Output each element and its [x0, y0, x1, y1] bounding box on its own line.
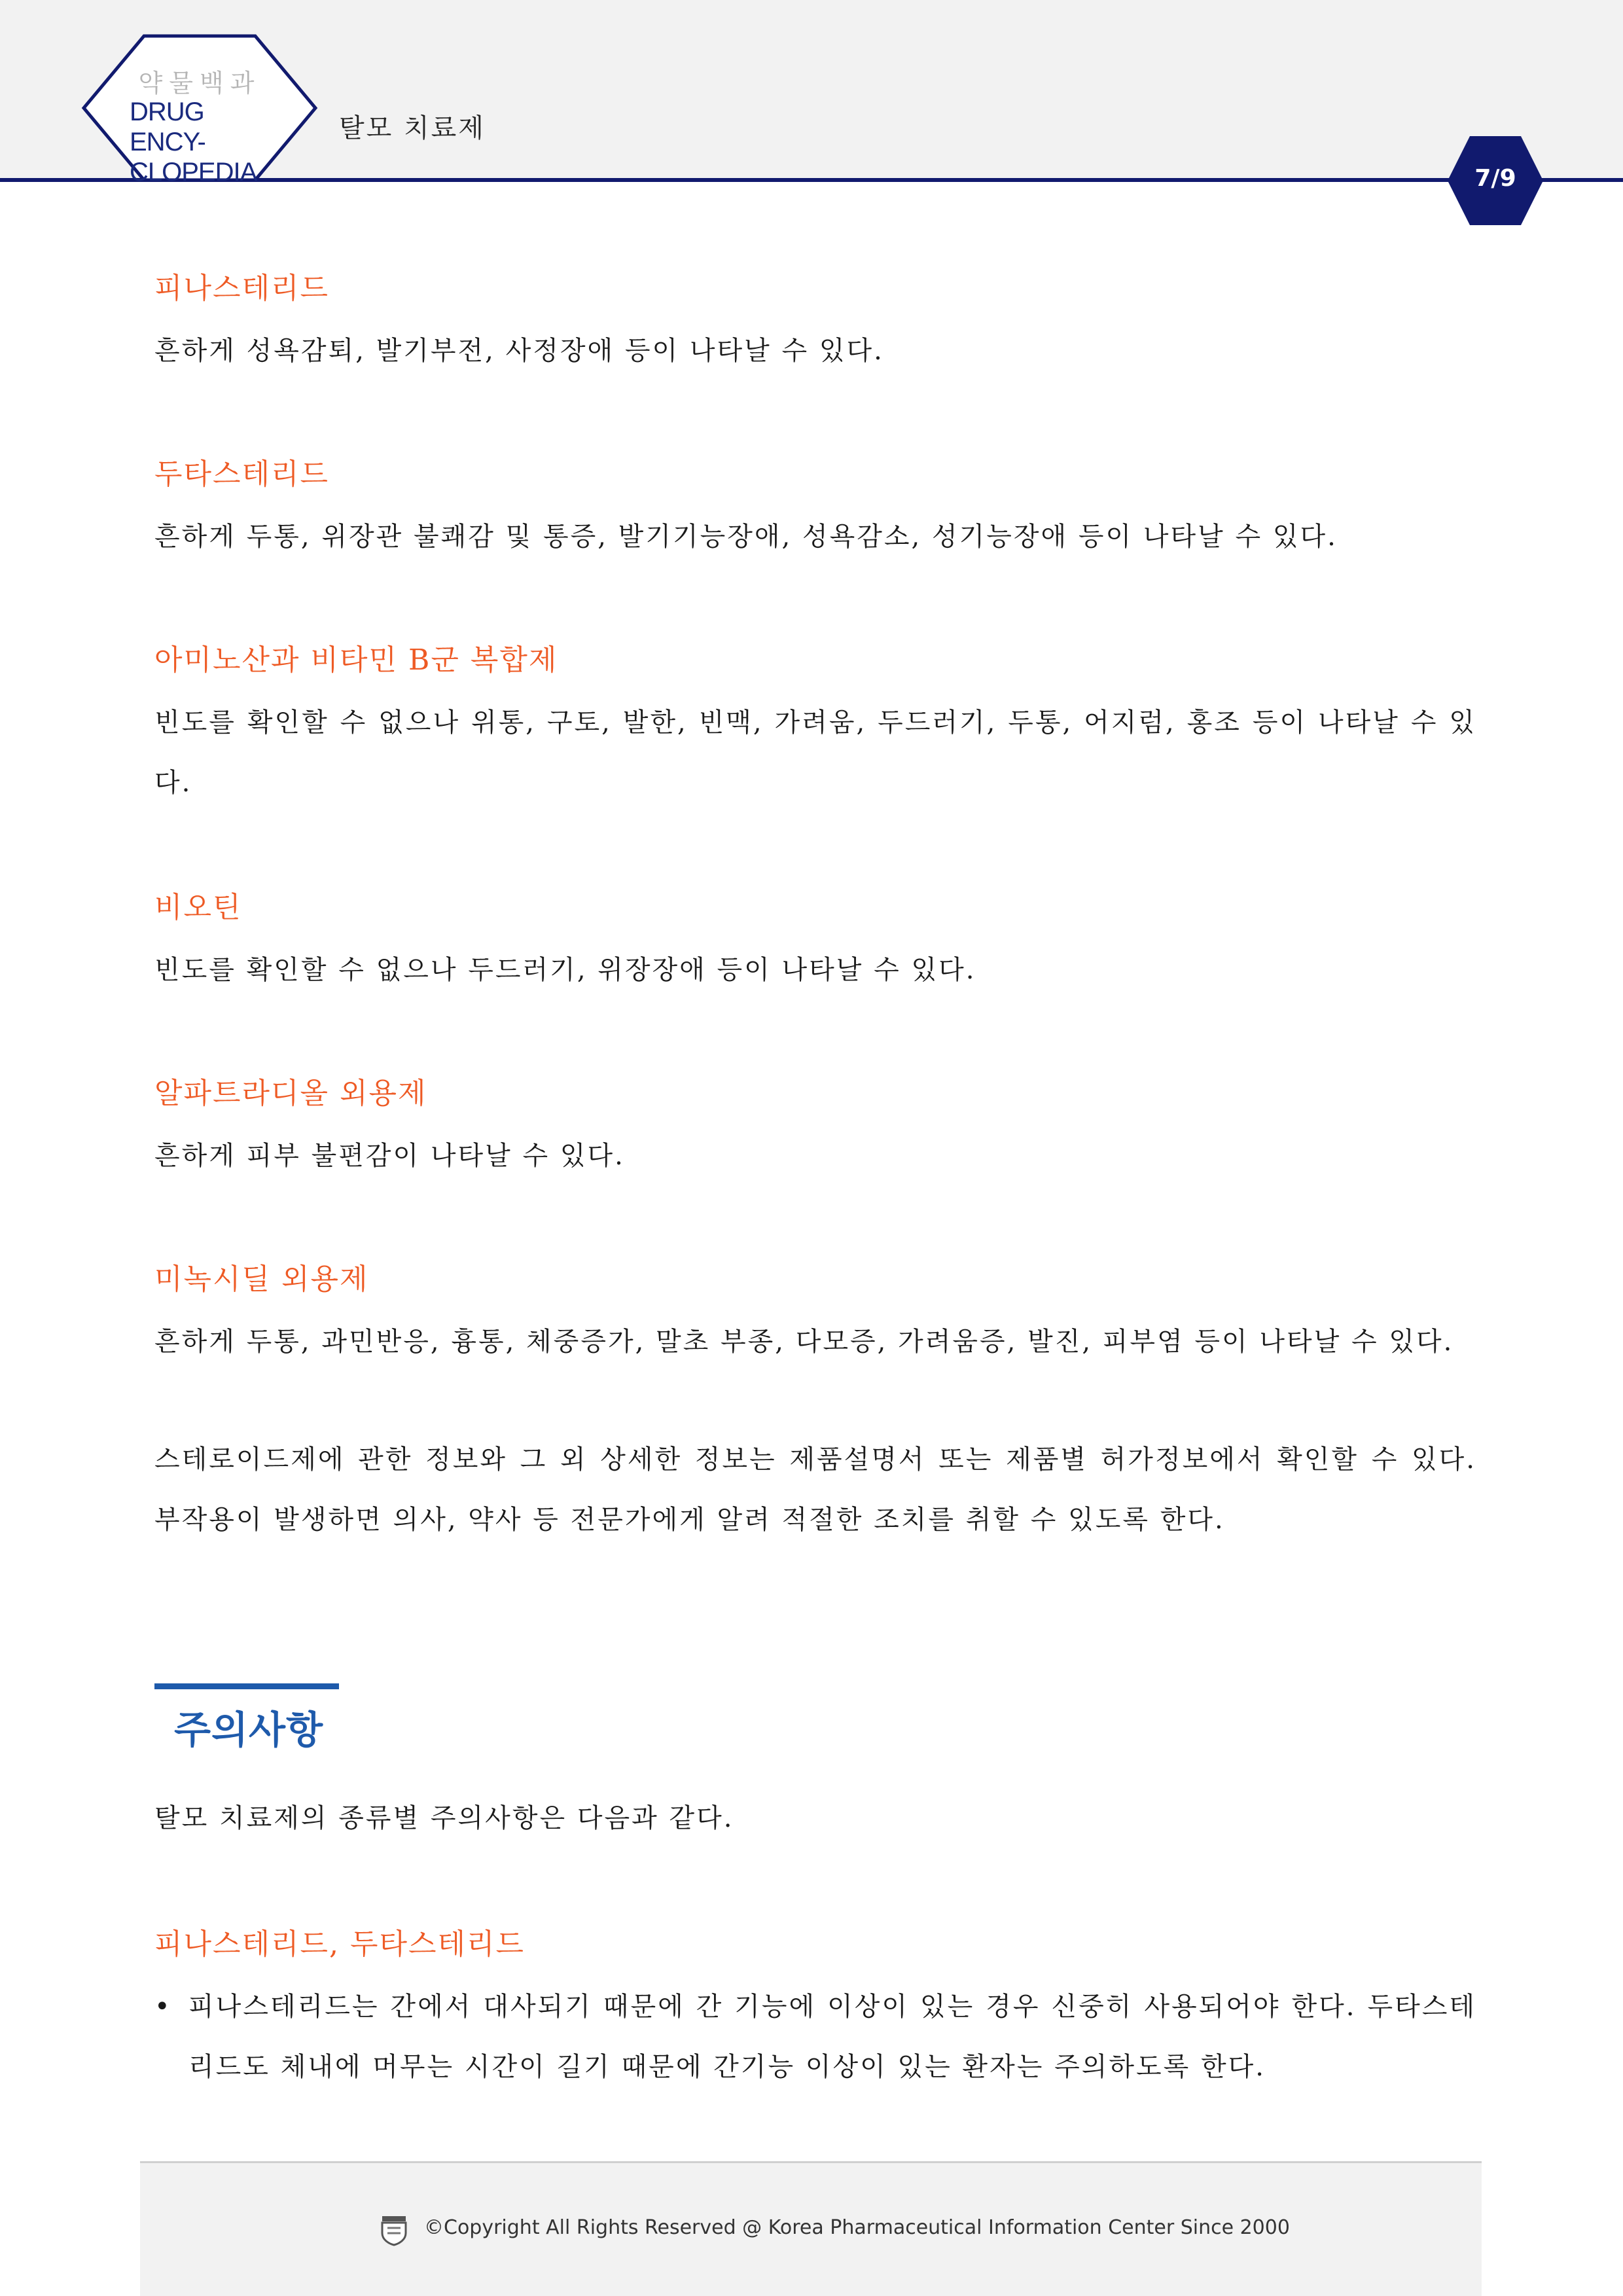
shield-logo-icon: [380, 2215, 408, 2246]
item-text: 흔하게 성욕감퇴, 발기부전, 사정장애 등이 나타날 수 있다.: [154, 336, 884, 366]
closing-paragraph: [154, 1429, 1476, 1550]
page-number: 7/9: [1474, 165, 1516, 192]
item-dutasteride: [154, 450, 1476, 567]
item-title: 두타스테리드: [154, 457, 330, 491]
closing-paragraph-text: 스테로이드제에 관한 정보와 그 외 상세한 정보는 제품설명서 또는 제품별 허가정보에서 확인할 수 있다. 부작용이 발생하면 의사, 약사 등 전문가에게 알려 적절한 조치를 취할 수 있도록 한다.: [154, 1444, 1476, 1535]
item-biotin: [154, 884, 1476, 1000]
item-title: 비오틴: [154, 891, 242, 924]
precautions-intro: [154, 1788, 1476, 1848]
item-title: 피나스테리드: [154, 272, 330, 305]
logo-english-line1: DRUG ENCY-: [130, 98, 205, 156]
item-text: 흔하게 피부 불편감이 나타날 수 있다.: [154, 1141, 625, 1171]
item-title: 미녹시딜 외용제: [154, 1263, 369, 1296]
logo-english-text: [130, 97, 280, 187]
precautions-intro-text: 탈모 치료제의 종류별 주의사항은 다음과 같다.: [154, 1803, 734, 1833]
bullet-dot: •: [154, 1992, 170, 2022]
item-title: 알파트라디올 외용제: [154, 1077, 427, 1110]
bullet-item: [154, 1977, 1476, 2097]
section-heading: 주의사항: [174, 1708, 324, 1752]
item-minoxidil: [154, 1255, 1476, 1372]
item-title: 피나스테리드, 두타스테리드: [154, 1928, 526, 1961]
footer-copyright: ©Copyright All Rights Reserved @ Korea Pharmaceutical Information Center Since 2000: [424, 2216, 1290, 2239]
item-text: 흔하게 두통, 위장관 불쾌감 및 통증, 발기기능장애, 성욕감소, 성기능장애 등이 나타날 수 있다.: [154, 522, 1338, 552]
item-alfatradiol: [154, 1069, 1476, 1186]
section-heading-bar: [154, 1683, 339, 1689]
item-finasteride: [154, 264, 1476, 381]
brand-logo: [79, 34, 321, 187]
bullet-text: 피나스테리드는 간에서 대사되기 때문에 간 기능에 이상이 있는 경우 신중히 사용되어야 한다. 두타스테리드도 체내에 머무는 시간이 길기 때문에 간기능 이상이 있는 환자는 주의하도록 한다.: [188, 1992, 1476, 2082]
logo-korean-text: 약물백과: [138, 69, 261, 98]
logo-english-line2: CLOPEDIA: [130, 158, 257, 187]
document-title: 탈모 치료제: [339, 113, 486, 143]
precautions-finasteride-dutasteride: [154, 1920, 1476, 2097]
item-amino-acid-vitamin-b: [154, 636, 1476, 813]
item-text: 빈도를 확인할 수 없으나 두드러기, 위장장애 등이 나타날 수 있다.: [154, 955, 976, 985]
item-text: 빈도를 확인할 수 없으나 위통, 구토, 발한, 빈맥, 가려움, 두드러기, 두통, 어지럼, 홍조 등이 나타날 수 있다.: [154, 708, 1476, 798]
item-text: 흔하게 두통, 과민반응, 흉통, 체중증가, 말초 부종, 다모증, 가려움증, 발진, 피부염 등이 나타날 수 있다.: [154, 1327, 1454, 1357]
item-title: 아미노산과 비타민 B군 복합제: [154, 643, 558, 677]
